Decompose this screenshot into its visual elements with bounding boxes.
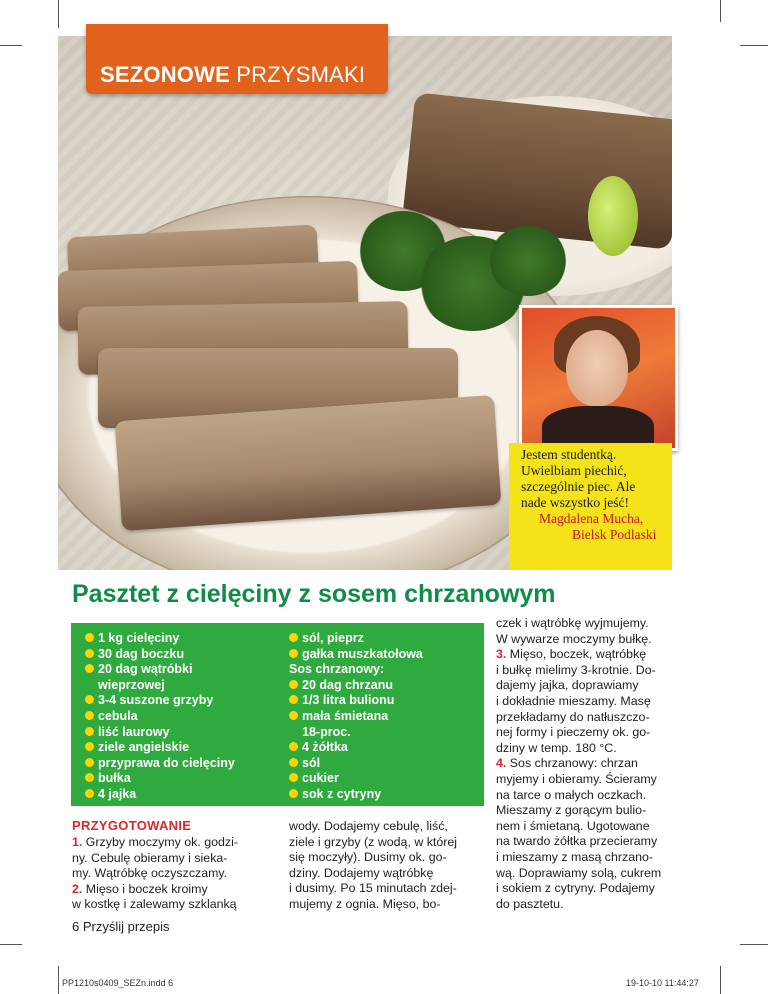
ingredient: sól [289, 756, 423, 772]
ingredient: sok z cytryny [289, 787, 423, 803]
file-slug: PP1210s0409_SEZn.indd 6 [62, 978, 174, 988]
page-footer: 6 Przyślij przepis [72, 919, 170, 934]
crop-mark [720, 966, 721, 994]
ingredient: sól, pieprz [289, 631, 423, 647]
quote-line: szczególnie piec. Ale [521, 479, 636, 494]
step-number: 4. [496, 756, 507, 771]
section-header-tab [86, 24, 388, 94]
ingredients-left [85, 631, 235, 803]
ingredient: 3-4 suszone grzyby [85, 693, 235, 709]
recipe-title: Pasztet z cielęciny z sosem chrzanowym [72, 580, 556, 608]
face [566, 330, 628, 406]
ingredient: 20 dag chrzanu [289, 678, 423, 694]
ingredient: 4 jajka [85, 787, 235, 803]
ingredient: cukier [289, 771, 423, 787]
prep-column-2: wody. Dodajemy cebulę, liść, ziele i grzyby (z wodą, w której się moczyły). Dusimy ok. go- dziny. Dodajemy wątróbkę i dusimy. Po 15 minutach zdej- mujemy z ognia. Mięso, bo- [289, 819, 458, 911]
ingredient: bułka [85, 771, 235, 787]
ingredients-box [71, 623, 484, 806]
preparation-heading: PRZYGOTOWANIE [72, 818, 192, 833]
step-number: 2. [72, 881, 83, 896]
parsley-garnish [488, 226, 568, 296]
step-number: 1. [72, 835, 83, 849]
ingredient: 1 kg cielęciny [85, 631, 235, 647]
author-photo [519, 305, 678, 451]
sauce-subheading: Sos chrzanowy: [289, 662, 385, 677]
pepper-garnish [588, 176, 638, 256]
ingredient-continued: wieprzowej [98, 677, 165, 692]
prep-column-3: czek i wątróbkę wyjmujemy. W wywarze moczymy bułkę. 3. Mięso, boczek, wątróbkę i bułkę mielimy 3-krotnie. Do- dajemy jajka, doprawiamy i dokładnie mieszamy. Masę przekładamy do natłuszczo- nej formy i pieczemy ok. go- dziny w temp. 180 °C. 4. Sos chrzanowy: chrzan myjemy i obieramy. Ścieramy na tarce o małych oczkach. Mieszamy z gorącym bulio- nem i śmietaną. Ugotowane na twardo żółtka przecieramy i mieszamy z masą chrzano- wą. Doprawiamy solą, cukrem i sokiem z cytryny. Podajemy do pasztetu. [496, 616, 662, 911]
section-title: SEZONOWE PRZYSMAKI [100, 62, 366, 87]
ingredients-right [289, 631, 423, 803]
step-number: 3. [496, 647, 507, 662]
crop-mark [740, 45, 768, 46]
timestamp-slug: 19-10-10 11:44:27 [626, 978, 699, 988]
crop-mark [0, 944, 22, 945]
ingredient: 30 dag boczku [85, 647, 235, 663]
crop-mark [58, 0, 59, 28]
prep-column-1: 1. Grzyby moczymy ok. godzi- ny. Cebulę obieramy i sieka- my. Wątróbkę oczyszczamy. 2. Mięso i boczek kroimy w kostkę i zalewamy szklanką [72, 835, 238, 912]
ingredient-continued: 18-proc. [302, 724, 351, 739]
ingredient: cebula [85, 709, 235, 725]
ingredient: ziele angielskie [85, 740, 235, 756]
ingredient: przyprawa do cielęciny [85, 756, 235, 772]
author-quote-box [509, 443, 672, 570]
author-name: Magdalena Mucha, [539, 511, 644, 526]
ingredient: mała śmietana [289, 709, 423, 725]
ingredient: liść laurowy [85, 725, 235, 741]
ingredient: 20 dag wątróbki [85, 662, 235, 678]
quote-line: Uwielbiam piechić, [521, 463, 627, 478]
quote-line: Jestem studentką. [521, 447, 617, 462]
crop-mark [740, 944, 768, 945]
quote-line: nade wszystko jeść! [521, 495, 629, 510]
crop-mark [0, 45, 22, 46]
crop-mark [58, 966, 59, 994]
crop-mark [720, 0, 721, 22]
ingredient: 1/3 litra bulionu [289, 693, 423, 709]
ingredient: gałka muszkatołowa [289, 647, 423, 663]
ingredient: 4 żółtka [289, 740, 423, 756]
author-place: Bielsk Podlaski [572, 527, 657, 542]
